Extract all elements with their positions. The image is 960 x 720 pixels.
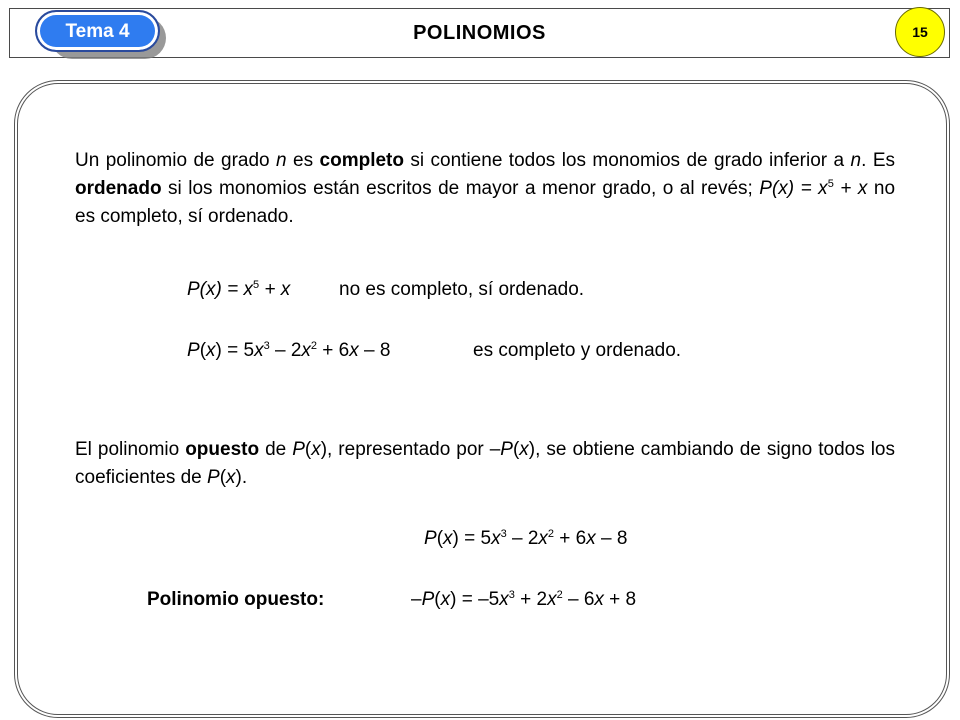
example-complete-desc: es completo y ordenado. <box>473 340 682 361</box>
definition-paragraph: Un polinomio de grado n es completo si contiene todos los monomios de grado inferior a n. Es ordenado si los monomios están escritos de mayor a menor grado, o al revés; $P(x) = x^5 + x$ no es completo, sí ordenado. <box>75 150 896 227</box>
opposite-polynomial: $-P(x) = -5x^3 + 2x^2 - 6x + 8$ <box>411 589 637 610</box>
page-title: POLINOMIOS <box>413 22 546 44</box>
example-incomplete-desc: no es completo, sí ordenado. <box>339 279 585 300</box>
example-incomplete: $P(x) = x^5 + x$ <box>187 279 291 300</box>
example-complete: $P(x) = 5x^3 - 2x^2 + 6x - 8$ <box>187 340 391 361</box>
page-number-badge: 15 <box>895 7 945 57</box>
polynomial-example: $P(x) = 5x^3 - 2x^2 + 6x - 8$ <box>424 528 628 549</box>
topic-tab-label: Tema 4 <box>65 21 130 42</box>
opposite-label: Polinomio opuesto: <box>147 589 325 610</box>
opposite-paragraph: El polinomio opuesto de P(x), representado por –P(x), se obtiene cambiando de signo todos los coeficientes de P(x). <box>75 439 895 488</box>
topic-tab <box>35 10 160 52</box>
